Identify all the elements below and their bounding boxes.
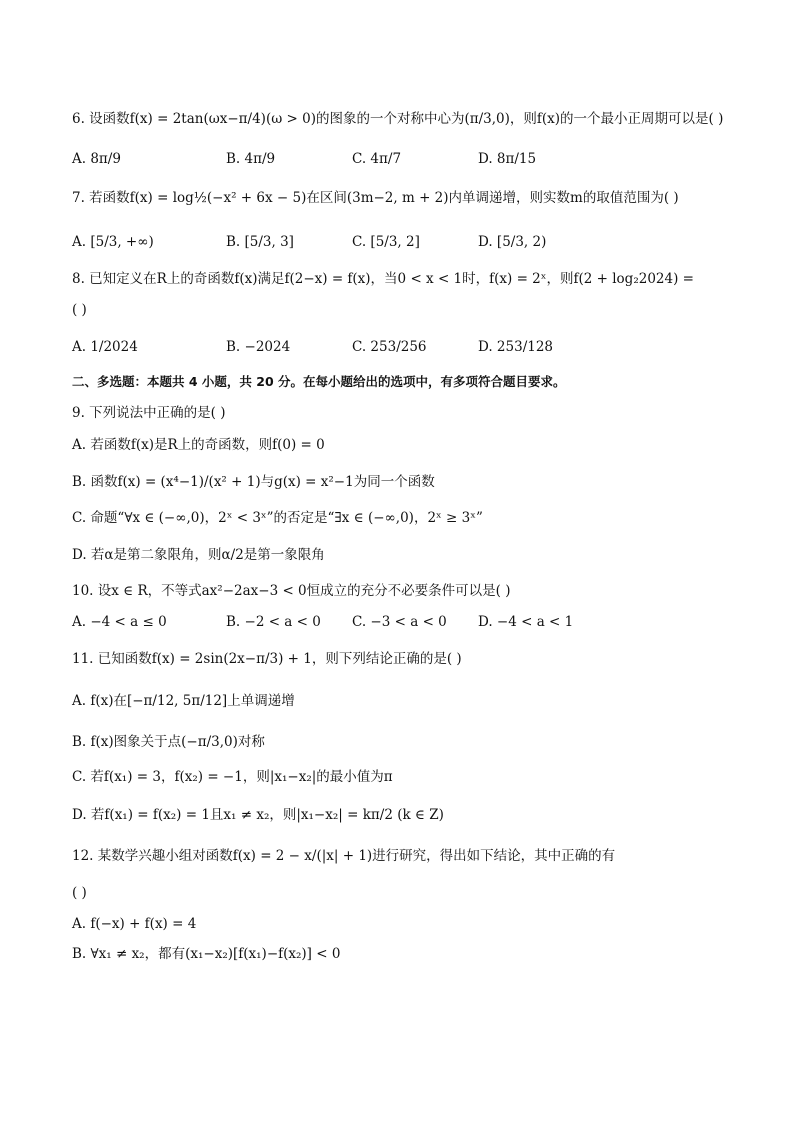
q10-option-d: D. −4 < a < 1 [478, 614, 574, 630]
q11-option-a: A. f(x)在[−π/12, 5π/12]上单调递增 [72, 693, 295, 709]
question-11-stem: 11. 已知函数f(x) = 2sin(2x−π/3) + 1，则下列结论正确的是( ) [72, 651, 462, 667]
q12-option-a: A. f(−x) + f(x) = 4 [72, 916, 197, 932]
q7-option-b: B. [5/3, 3] [226, 234, 294, 250]
question-12-stem: 12. 某数学兴趣小组对函数f(x) = 2 − x/(|x| + 1)进行研究，得出如下结论，其中正确的有 [72, 848, 616, 864]
q8-option-c: C. 253/256 [352, 339, 427, 355]
q7-option-c: C. [5/3, 2] [352, 234, 420, 250]
q11-option-b: B. f(x)图象关于点(−π/3,0)对称 [72, 734, 265, 750]
q7-option-d: D. [5/3, 2) [478, 234, 547, 250]
q6-option-b: B. 4π/9 [226, 151, 276, 167]
q9-option-c: C. 命题“∀x ∈ (−∞,0)，2ˣ < 3ˣ”的否定是“∃x ∈ (−∞,0)，2ˣ ≥ 3ˣ” [72, 510, 483, 526]
q11-option-d: D. 若f(x₁) = f(x₂) = 1且x₁ ≠ x₂，则|x₁−x₂| = kπ/2 (k ∈ Z) [72, 807, 444, 823]
q8-option-d: D. 253/128 [478, 339, 554, 355]
section-heading: 二、多选题：本题共 4 小题，共 20 分。在每小题给出的选项中，有多项符合题目要求。 [72, 374, 566, 389]
q6-option-a: A. 8π/9 [72, 151, 121, 167]
question-12-stem-cont: ( ) [72, 885, 87, 901]
question-6-stem: 6. 设函数f(x) = 2tan(ωx−π/4)(ω > 0)的图象的一个对称中心为(π/3,0)，则f(x)的一个最小正周期可以是( ) [72, 111, 724, 127]
q10-option-c: C. −3 < a < 0 [352, 614, 447, 630]
q9-option-b: B. 函数f(x) = (x⁴−1)/(x² + 1)与g(x) = x²−1为同一个函数 [72, 474, 435, 490]
q12-option-b: B. ∀x₁ ≠ x₂，都有(x₁−x₂)[f(x₁)−f(x₂)] < 0 [72, 946, 341, 962]
q11-option-c: C. 若f(x₁) = 3，f(x₂) = −1，则|x₁−x₂|的最小值为π [72, 769, 393, 785]
question-7-stem: 7. 若函数f(x) = log½(−x² + 6x − 5)在区间(3m−2, m + 2)内单调递增，则实数m的取值范围为( ) [72, 190, 679, 206]
q7-option-a: A. [5/3, +∞) [72, 234, 154, 250]
q10-option-b: B. −2 < a < 0 [226, 614, 321, 630]
q6-option-c: C. 4π/7 [352, 151, 402, 167]
q10-option-a: A. −4 < a ≤ 0 [72, 614, 167, 630]
q6-option-d: D. 8π/15 [478, 151, 537, 167]
question-10-stem: 10. 设x ∈ R，不等式ax²−2ax−3 < 0恒成立的充分不必要条件可以是( ) [72, 583, 511, 599]
q9-option-d: D. 若α是第二象限角，则α/2是第一象限角 [72, 547, 325, 563]
q8-option-b: B. −2024 [226, 339, 291, 355]
question-8-stem: 8. 已知定义在R上的奇函数f(x)满足f(2−x) = f(x)，当0 < x < 1时，f(x) = 2ˣ，则f(2 + log₂2024) = [72, 271, 694, 287]
question-8-stem-cont: ( ) [72, 302, 87, 318]
q8-option-a: A. 1/2024 [72, 339, 138, 355]
question-9-stem: 9. 下列说法中正确的是( ) [72, 405, 226, 421]
q9-option-a: A. 若函数f(x)是R上的奇函数，则f(0) = 0 [72, 437, 325, 453]
